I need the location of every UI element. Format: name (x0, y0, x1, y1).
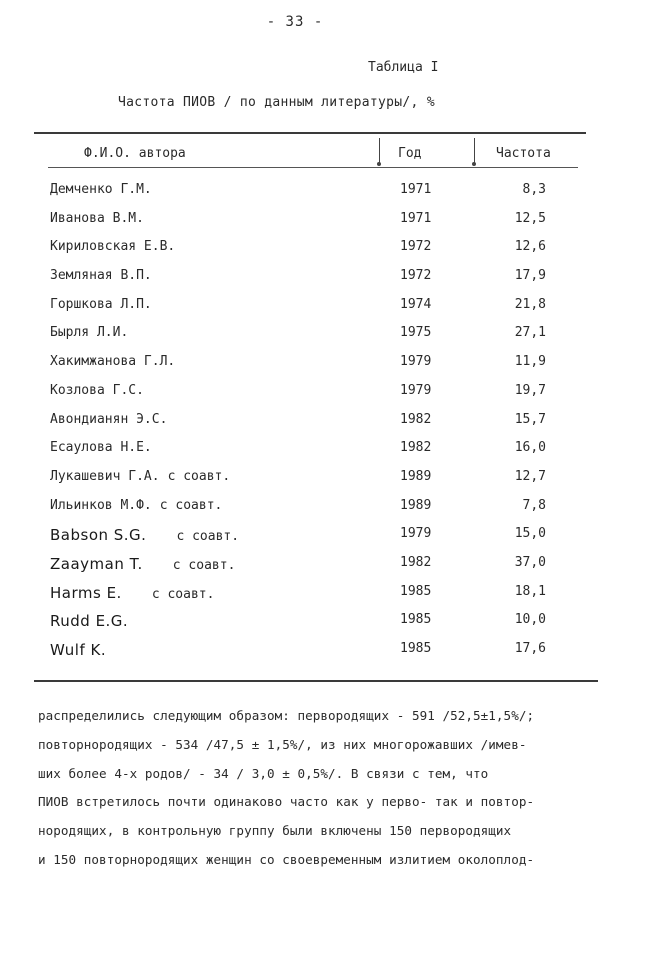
cell-year: 1985 (400, 583, 432, 599)
body-line: ших более 4-х родов/ - 34 / 3,0 ± 0,5%/. В связи с тем, что (38, 765, 489, 781)
cell-year: 1979 (400, 382, 432, 398)
author-name: Хакимжанова Г.Л. (50, 354, 176, 370)
table-row (34, 440, 586, 469)
cell-year: 1982 (400, 411, 432, 427)
author-name: Harms E. (50, 583, 122, 602)
literature-table (34, 132, 586, 670)
body-line: нородящих, в контрольную группу были включены 150 первородящих (38, 823, 512, 839)
cell-author (50, 555, 235, 573)
cell-frequency: 37,0 (514, 554, 546, 570)
header-separator (379, 138, 380, 164)
body-line: распределились следующим образом: первородящих - 591 /52,5±1,5%/; (38, 708, 535, 723)
header-author: Ф.И.О. автора (84, 146, 186, 161)
table-body (34, 182, 586, 670)
cell-frequency: 12,5 (514, 210, 546, 226)
table-row (34, 412, 586, 441)
header-year: Год (398, 146, 422, 161)
table-bottom-rule (34, 680, 598, 682)
table-row (34, 555, 586, 584)
table-row (34, 612, 586, 641)
author-name: Ильинков М.Ф. (50, 497, 152, 513)
cell-frequency: 8,3 (522, 182, 546, 197)
cell-author (50, 584, 214, 602)
cell-author (50, 383, 144, 398)
cell-frequency: 27,1 (514, 325, 546, 341)
cell-frequency: 18,1 (514, 583, 546, 599)
author-coauthors: с соавт. (159, 497, 223, 513)
cell-author (50, 325, 128, 340)
table-caption: Частота ПИОВ / по данным литературы/, % (118, 95, 435, 110)
cell-year: 1972 (400, 239, 432, 255)
table-row (34, 182, 586, 211)
cell-frequency: 21,8 (514, 296, 546, 312)
cell-author (50, 239, 175, 254)
page-number: - 33 - (266, 14, 324, 30)
body-line: повторнородящих - 534 /47,5 ± 1,5%/, из них многорожавших /имев- (38, 736, 527, 752)
table-row (34, 526, 586, 555)
cell-year: 1971 (400, 210, 432, 226)
author-name: Кириловская Е.В. (50, 239, 176, 255)
cell-author (50, 182, 152, 197)
table-row (34, 584, 586, 613)
author-coauthors: с соавт. (151, 586, 215, 602)
table-header-rule (48, 167, 578, 168)
author-coauthors: с соавт. (167, 468, 231, 484)
body-line: и 150 повторнородящих женщин со своевременным излитием околоплод- (38, 851, 535, 867)
cell-frequency: 17,6 (514, 641, 546, 656)
author-name: Демченко Г.М. (50, 182, 152, 197)
author-name: Wulf K. (50, 641, 107, 659)
cell-frequency: 12,7 (514, 468, 546, 484)
table-row (34, 354, 586, 383)
cell-author (50, 526, 239, 544)
author-coauthors: с соавт. (172, 557, 236, 573)
cell-author (50, 412, 167, 427)
cell-author (50, 641, 106, 659)
author-name: Rudd E.G. (50, 612, 129, 631)
cell-year: 1982 (400, 440, 432, 456)
cell-author (50, 498, 222, 513)
cell-author (50, 297, 152, 312)
cell-author (50, 469, 230, 484)
cell-author (50, 440, 152, 455)
cell-year: 1972 (400, 268, 432, 284)
cell-frequency: 15,7 (514, 411, 546, 427)
cell-frequency: 10,0 (514, 612, 546, 628)
author-name: Земляная В.П. (50, 268, 152, 284)
author-name: Babson S.G. (50, 526, 147, 545)
author-name: Горшкова Л.П. (50, 296, 152, 312)
author-name: Лукашевич Г.А. (50, 468, 160, 484)
table-row (34, 641, 586, 670)
cell-year: 1985 (400, 641, 432, 656)
cell-author (50, 268, 152, 283)
author-name: Бырля Л.И. (50, 325, 129, 341)
cell-year: 1979 (400, 354, 432, 370)
table-label: Таблица I (368, 60, 439, 75)
table-row (34, 498, 586, 527)
table-row (34, 268, 586, 297)
author-name: Есаулова Н.Е. (50, 440, 152, 456)
header-frequency: Частота (496, 146, 551, 161)
header-separator (474, 138, 475, 164)
cell-frequency: 7,8 (522, 497, 546, 513)
cell-year: 1979 (400, 526, 432, 542)
cell-frequency: 11,9 (514, 354, 546, 370)
table-row (34, 297, 586, 326)
cell-year: 1982 (400, 554, 432, 570)
cell-year: 1985 (400, 612, 432, 628)
cell-frequency: 16,0 (514, 440, 546, 456)
author-name: Иванова В.М. (50, 210, 144, 226)
table-row (34, 325, 586, 354)
cell-frequency: 12,6 (514, 239, 546, 255)
author-coauthors: с соавт. (176, 529, 240, 545)
table-row (34, 239, 586, 268)
table-header (34, 134, 586, 167)
cell-year: 1975 (400, 325, 432, 341)
cell-year: 1971 (400, 182, 432, 197)
cell-author (50, 612, 128, 630)
cell-year: 1989 (400, 497, 432, 513)
cell-author (50, 354, 175, 369)
cell-author (50, 211, 144, 226)
author-name: Zaayman T. (50, 554, 143, 573)
body-text (38, 702, 618, 875)
cell-year: 1989 (400, 468, 432, 484)
cell-frequency: 15,0 (514, 526, 546, 542)
table-row (34, 469, 586, 498)
author-name: Авондианян Э.С. (50, 411, 168, 427)
author-name: Козлова Г.С. (50, 382, 144, 398)
table-row (34, 211, 586, 240)
cell-frequency: 17,9 (514, 268, 546, 284)
cell-frequency: 19,7 (514, 382, 546, 398)
table-row (34, 383, 586, 412)
body-line: ПИОВ встретилось почти одинаково часто как у перво- так и повтор- (38, 794, 535, 810)
cell-year: 1974 (400, 296, 432, 312)
